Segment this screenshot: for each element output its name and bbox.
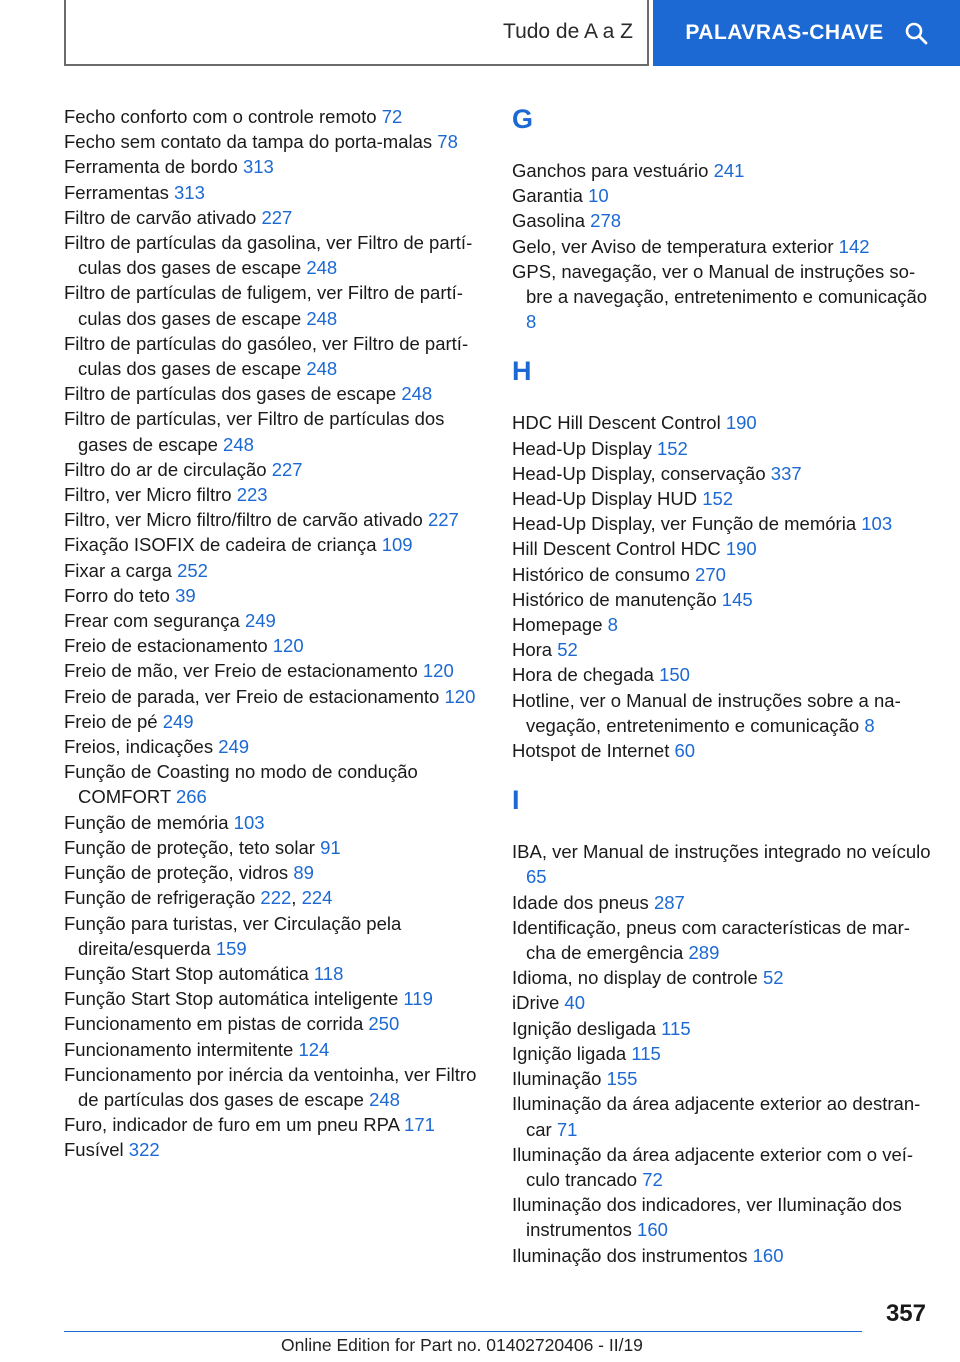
index-entry-label: Hill Descent Control HDC [512,538,726,560]
index-entry [64,1011,484,1036]
index-entry-label: Função de proteção, teto solar [64,836,321,858]
page-reference-link[interactable]: 8 [607,614,618,636]
index-entry: Função de refrigeração 222, 224 [64,887,333,909]
page-reference-link[interactable]: 222 [260,887,292,909]
index-entry [512,410,932,435]
page-reference-link[interactable]: 72 [642,1168,663,1190]
index-entry-label: Freios, indicações [64,736,219,758]
index-entry-label: Função de proteção, vidros [64,862,294,884]
index-entry [512,1041,932,1066]
tab-keywords-label: PALAVRAS-CHAVE [685,21,884,44]
index-entry [512,1091,932,1141]
page-reference-link[interactable]: 248 [306,358,338,380]
index-entry [512,1243,932,1268]
index-entry [64,205,484,230]
index-entry [512,612,932,637]
index-entry [64,406,484,456]
page-reference-link[interactable]: 160 [637,1219,668,1241]
index-entry [64,734,484,759]
index-entry [64,633,484,658]
index-entry [64,507,484,532]
index-entry [64,1112,484,1137]
page-reference-link[interactable]: 72 [381,106,403,127]
index-entry-label: Funcionamento intermitente [64,1038,299,1060]
page-reference-link[interactable]: 10 [588,185,609,207]
index-entry [64,658,484,683]
index-entry-label: Head-Up Display [512,437,657,459]
index-entry-label: Filtro de carvão ativado [64,206,262,228]
page-reference-link[interactable]: 115 [631,1042,661,1064]
index-entry [512,839,932,889]
page-reference-link[interactable]: 252 [177,559,208,581]
index-entry-label: Gasolina [512,210,591,232]
index-entry-label: Ignição desligada [512,1017,662,1039]
index-entry-label: Iluminação [512,1068,607,1090]
index-entry-label: Funcionamento em pistas de corrida [64,1013,369,1035]
page-reference-link[interactable]: 145 [721,588,753,610]
index-entry-label: GPS, navegação, ver o Manual de instruções sobre a navegação, entretenimento e comunicação [512,260,928,308]
index-entry [512,436,932,461]
index-entry [64,230,484,280]
index-entry-label: Função Start Stop automática inteligente [64,988,404,1010]
index-entry-label: Hora de chegada [512,664,660,686]
page-reference-link[interactable]: 313 [174,181,205,203]
index-entry-label: Iluminação da área adjacente exterior com o veículo trancado [512,1143,914,1190]
index-entry [512,1016,932,1041]
index-entry [64,331,484,381]
index-entry [512,738,932,763]
page-reference-link[interactable]: 241 [713,160,745,181]
index-entry [512,990,932,1015]
index-entry-label: Hotspot de Internet [512,740,675,762]
header-tabs [0,0,960,66]
index-entry [512,259,932,335]
index-entry-label: Ferramentas [64,181,175,203]
index-entry [64,986,484,1011]
page-reference-link[interactable]: 224 [301,887,333,909]
page-reference-link[interactable]: 39 [175,584,196,606]
page-reference-link[interactable]: 248 [223,433,254,455]
page-reference-link[interactable]: 118 [313,962,344,984]
index-entry-label: Função Start Stop automática [64,962,314,984]
page-reference-link[interactable]: 60 [674,740,696,762]
page-reference-link[interactable]: 89 [293,862,314,884]
index-entry [512,915,932,965]
page-reference-link[interactable]: 270 [695,563,726,585]
page-reference-link[interactable]: 8 [526,311,537,333]
index-entry [512,536,932,561]
page-reference-link[interactable]: 227 [427,509,459,531]
index-entry-label: Iluminação dos instrumentos [512,1244,753,1266]
index-entry [64,709,484,734]
index-entry-label: Filtro do ar de circulação [64,458,272,480]
page-reference-link[interactable]: 8 [864,714,875,736]
index-entry-label: Filtro de partículas da gasolina, ver Filtro de partículas dos gases de escape [64,232,473,279]
index-entry [512,637,932,662]
index-entry [512,662,932,687]
page-reference-link[interactable]: 103 [861,513,893,535]
index-entry [64,608,484,633]
page-reference-link[interactable]: 124 [298,1038,330,1060]
index-entry [512,511,932,536]
index-entry-label: Fecho sem contato da tampa do porta-malas [64,131,438,153]
index-entry-label: Hotline, ver o Manual de instruções sobre a navegação, entretenimento e comunicação [512,689,901,736]
index-entry-label: Fixar a carga [64,559,178,581]
page-reference-link[interactable]: 91 [320,836,341,858]
index-entry [64,532,484,557]
index-entry-label: Filtro de partículas dos gases de escape [64,383,402,405]
page-reference-link[interactable]: 266 [175,786,207,808]
page-reference-link[interactable]: 190 [725,538,757,560]
page-reference-link[interactable]: 152 [656,437,688,459]
page-reference-link[interactable]: 223 [236,484,268,506]
index-entry-label: Head-Up Display, ver Função de memória [512,513,862,535]
index-entry [64,759,484,809]
index-entry-label: Freio de pé [64,710,163,732]
index-entry [512,461,932,486]
index-entry [64,911,484,961]
page-reference-link[interactable]: 227 [261,206,293,228]
index-entry-label: Função de refrigeração [64,887,261,909]
index-entry-label: Histórico de manutenção [512,588,722,610]
index-entry [64,104,484,129]
index-entry-label: Filtro de partículas do gasóleo, ver Filtro de partículas dos gases de escape [64,332,469,380]
page-reference-link[interactable]: 52 [557,639,578,661]
index-entry [512,234,932,259]
index-entry [512,890,932,915]
index-entry [64,684,484,709]
index-entry [64,457,484,482]
section-letter-heading: G [512,104,534,134]
page-reference-link[interactable]: 52 [762,967,784,989]
index-entry [512,965,932,990]
page-reference-link[interactable]: 248 [306,257,338,279]
index-entry-label: Fecho conforto com o controle remoto [64,106,382,127]
index-column-right [512,104,932,1268]
page-reference-link[interactable]: 249 [244,610,276,632]
tab-a-to-z[interactable] [64,0,649,66]
page-reference-link[interactable]: 248 [306,307,338,329]
index-entry [64,860,484,885]
page-reference-link[interactable]: 120 [422,660,454,682]
index-entry-label: IBA, ver Manual de instruções integrado no veículo [512,841,931,863]
footer-divider [64,1331,862,1332]
index-entry [512,688,932,738]
index-entry-label: Função para turistas, ver Circulação pela direita/esquerda [64,912,402,959]
index-entry [64,835,484,860]
index-entry-label: Garantia [512,185,589,207]
page-reference-link[interactable]: 152 [702,488,734,510]
page-reference-link[interactable]: 249 [162,710,194,732]
page-reference-link[interactable]: 248 [369,1088,400,1110]
search-icon [904,21,928,45]
index-column-left [64,104,484,1163]
page-reference-link[interactable]: 190 [725,412,757,434]
index-entry-label: Freio de estacionamento [64,635,273,657]
index-entry-label: Histórico de consumo [512,563,696,585]
index-entry [64,154,484,179]
page-reference-link[interactable]: 322 [128,1139,160,1161]
tab-a-to-z-label: Tudo de A a Z [503,20,633,43]
page-reference-link[interactable]: 120 [444,685,476,707]
index-entry-label: Ferramenta de bordo [64,156,243,178]
index-entry-label: Frear com segurança [64,610,245,632]
index-entry [512,486,932,511]
index-entry [64,810,484,835]
page-reference-link[interactable]: 65 [526,866,547,888]
page-reference-link[interactable]: 150 [659,664,690,686]
page-reference-link[interactable]: 71 [556,1118,578,1140]
index-entry-label: Filtro de partículas de fuligem, ver Filtro de partículas dos gases de escape [64,282,463,329]
page-reference-link[interactable]: 250 [368,1013,400,1035]
index-entry-label: Homepage [512,614,608,636]
index-entry-label: Funcionamento por inércia da ventoinha, ver Filtro de partículas dos gases de escape [64,1063,477,1110]
index-entry-label: Fixação ISOFIX de cadeira de criança [64,534,382,556]
index-entry-label: Idioma, no display de controle [512,967,763,989]
index-entry-label: Hora [512,639,558,661]
index-entry [64,1137,484,1162]
index-entry-label: Iluminação da área adjacente exterior ao destrancar [512,1093,921,1140]
index-entry [512,587,932,612]
section-letter-heading: I [512,785,520,816]
index-entry [64,1037,484,1062]
index-entry-label: Head-Up Display, conservação [512,462,771,484]
index-entry-label: Ignição ligada [512,1042,632,1064]
page-reference-link[interactable]: 160 [752,1244,784,1266]
index-entry-label: iDrive [512,992,565,1014]
page-reference-link[interactable]: 249 [218,736,250,758]
index-entry [64,558,484,583]
edition-text: Online Edition for Part no. 01402720406 - II/19 [281,1335,643,1355]
page-reference-link[interactable]: 120 [272,635,304,657]
page-reference-link[interactable]: 278 [590,210,622,232]
page-reference-link[interactable]: 248 [401,383,433,405]
page-reference-link[interactable]: 287 [653,891,685,913]
index-entry-label: Iluminação dos indicadores, ver Iluminação dos instrumentos [512,1194,902,1241]
index-entry [512,1142,932,1192]
index-entry [64,180,484,205]
page-reference-link[interactable]: 115 [661,1017,691,1039]
page-reference-link[interactable]: 78 [437,131,458,153]
index-entry-label: Filtro de partículas, ver Filtro de partículas dos gases de escape [64,408,445,455]
index-entry [512,208,932,233]
index-entry [512,562,932,587]
index-entry [64,482,484,507]
index-entry-label: Filtro, ver Micro filtro [64,484,237,506]
tab-keywords[interactable] [653,0,960,66]
index-entry-label: Freio de mão, ver Freio de estacionamento [64,660,423,682]
index-entry-label: HDC Hill Descent Control [512,412,726,434]
index-entry-label: Freio de parada, ver Freio de estacionamento [64,685,445,707]
index-entry [512,1066,932,1091]
page-number: 357 [885,1300,926,1327]
index-entry [512,183,932,208]
index-entry-label: Forro do teto [64,584,176,606]
index-entry [64,381,484,406]
page-reference-link[interactable]: 159 [215,937,247,959]
page-reference-link[interactable]: 119 [403,988,433,1010]
section-letter-heading: H [512,356,532,387]
index-entry-label: Fusível [64,1139,129,1161]
index-entry-label: Idade dos pneus [512,891,654,913]
index-entry-label: Gelo, ver Aviso de temperatura exterior [512,235,839,257]
index-entry [512,1192,932,1242]
page-reference-link[interactable]: 40 [564,992,585,1014]
index-entry-label: Ganchos para vestuário [512,160,714,181]
index-entry [64,583,484,608]
index-entry-label: Head-Up Display HUD [512,488,703,510]
index-entry-label: Identificação, pneus com características de marcha de emergência [512,916,910,964]
page-reference-link[interactable]: 337 [770,462,802,484]
index-entry [64,280,484,330]
page-reference-link[interactable]: 313 [242,156,274,178]
index-entry-label: Função de Coasting no modo de condução COMFORT [64,761,418,808]
page-reference-link[interactable]: 103 [233,811,265,833]
page-reference-link[interactable]: 142 [838,235,870,257]
page-reference-link[interactable]: 171 [404,1114,435,1136]
index-entry-label: Função de memória [64,811,234,833]
page-reference-link[interactable]: 155 [606,1068,638,1090]
page-reference-link[interactable]: 109 [381,534,413,556]
page-reference-link[interactable]: 227 [271,458,303,480]
page-reference-link[interactable]: 289 [688,942,720,964]
index-entry-label: Furo, indicador de furo em um pneu RPA [64,1114,405,1136]
index-entry [64,1062,484,1112]
index-entry [64,961,484,986]
index-entry [512,158,932,183]
index-entry [64,129,484,154]
index-entry-label: Filtro, ver Micro filtro/filtro de carvão ativado [64,509,428,531]
